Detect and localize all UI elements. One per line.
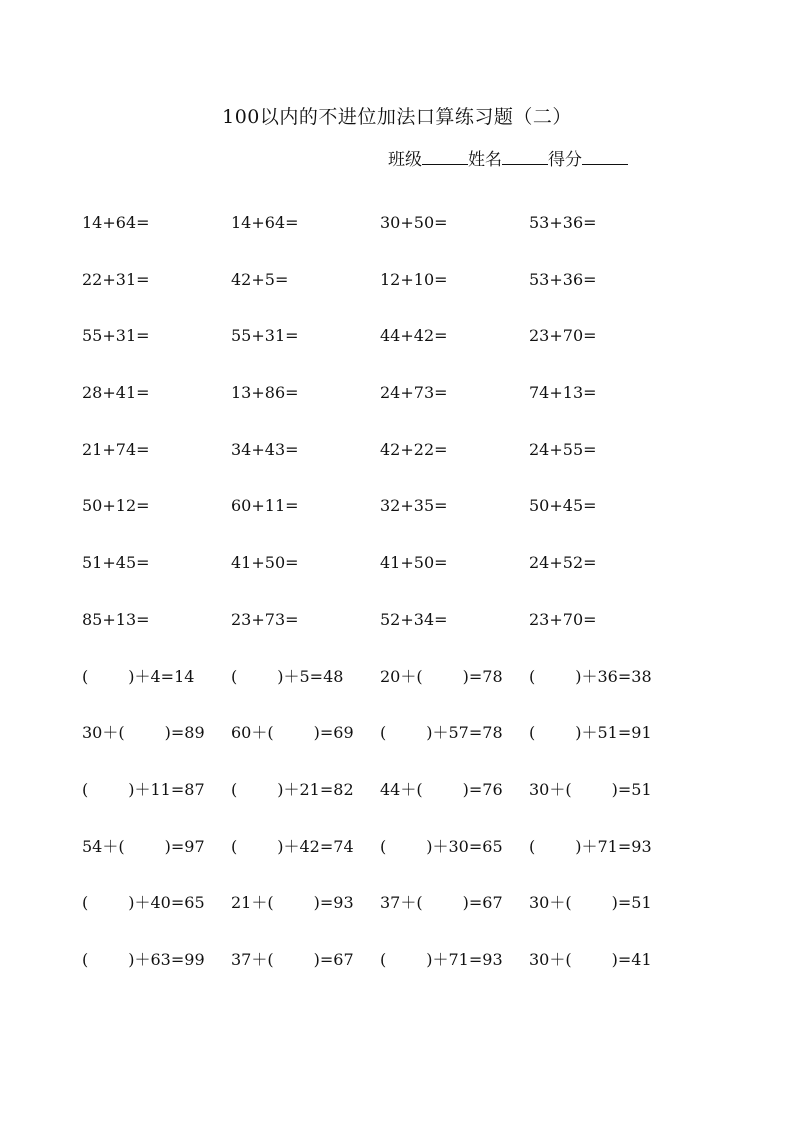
class-label: 班级 bbox=[388, 150, 422, 170]
problem: 51+45= bbox=[82, 553, 150, 573]
problem: 14+64= bbox=[82, 213, 150, 232]
fill-blank-problem: ( )＋40=65 bbox=[82, 893, 205, 913]
fill-blank-problem: ( )＋30=65 bbox=[380, 836, 503, 856]
problem: 23+70= bbox=[529, 326, 597, 346]
problem: 60+11= bbox=[231, 496, 299, 516]
fill-blank-problem: ( )＋71=93 bbox=[529, 836, 652, 856]
fill-blank-problem: ( )＋42=74 bbox=[231, 836, 354, 856]
fill-blank-problem: ( )＋11=87 bbox=[82, 779, 205, 799]
fill-blank-problem: 60＋( )=69 bbox=[231, 723, 354, 743]
problem: 44+42= bbox=[380, 326, 448, 346]
score-blank[interactable] bbox=[582, 146, 628, 165]
problem: 22+31= bbox=[82, 269, 150, 289]
problem: 52+34= bbox=[380, 609, 448, 629]
problem: 14+64= bbox=[231, 213, 299, 232]
problem: 53+36= bbox=[529, 213, 597, 232]
page-title: 100以内的不进位加法口算练习题（二） bbox=[222, 106, 572, 128]
score-label: 得分 bbox=[548, 150, 582, 170]
fill-blank-problem: ( )＋57=78 bbox=[380, 723, 503, 743]
problem: 55+31= bbox=[82, 326, 150, 346]
problem: 74+13= bbox=[529, 383, 597, 403]
problem: 24+73= bbox=[380, 383, 448, 403]
fill-blank-problem: 54＋( )=97 bbox=[82, 836, 205, 856]
problem: 21+74= bbox=[82, 439, 150, 459]
problem: 50+12= bbox=[82, 496, 150, 516]
problem: 23+73= bbox=[231, 609, 299, 629]
fill-blank-problem: 21＋( )=93 bbox=[231, 893, 354, 913]
name-blank[interactable] bbox=[502, 146, 548, 165]
fill-blank-problem: ( )＋4=14 bbox=[82, 666, 195, 686]
fill-blank-problem: 20＋( )=78 bbox=[380, 666, 503, 686]
problem: 23+70= bbox=[529, 609, 597, 629]
fill-blank-problem: 30＋( )=51 bbox=[529, 893, 652, 913]
class-blank[interactable] bbox=[422, 146, 468, 165]
fill-blank-problem: 37＋( )=67 bbox=[231, 949, 354, 969]
fill-blank-problem: ( )＋36=38 bbox=[529, 666, 652, 686]
problem: 34+43= bbox=[231, 439, 299, 459]
problem: 24+52= bbox=[529, 553, 597, 573]
student-info-line bbox=[388, 146, 628, 172]
fill-blank-problem: ( )＋5=48 bbox=[231, 666, 344, 686]
fill-blank-problem: 44＋( )=76 bbox=[380, 779, 503, 799]
problem: 30+50= bbox=[380, 213, 448, 232]
fill-blank-problem: ( )＋63=99 bbox=[82, 949, 205, 969]
problem: 24+55= bbox=[529, 439, 597, 459]
fill-blank-problem: 30＋( )=51 bbox=[529, 779, 652, 799]
fill-blank-problem: 37＋( )=67 bbox=[380, 893, 503, 913]
problem: 53+36= bbox=[529, 269, 597, 289]
problem: 12+10= bbox=[380, 269, 448, 289]
fill-blank-problem: ( )＋51=91 bbox=[529, 723, 652, 743]
problem: 50+45= bbox=[529, 496, 597, 516]
problem: 41+50= bbox=[380, 553, 448, 573]
problem: 41+50= bbox=[231, 553, 299, 573]
problem: 42+5= bbox=[231, 269, 289, 289]
fill-blank-problem: 30＋( )=41 bbox=[529, 949, 652, 969]
name-label: 姓名 bbox=[468, 150, 502, 170]
problem: 42+22= bbox=[380, 439, 448, 459]
fill-blank-problem: ( )＋71=93 bbox=[380, 949, 503, 969]
fill-blank-problem: 30＋( )=89 bbox=[82, 723, 205, 743]
fill-blank-problem: ( )＋21=82 bbox=[231, 779, 354, 799]
problem: 85+13= bbox=[82, 609, 150, 629]
problem: 13+86= bbox=[231, 383, 299, 403]
problem: 55+31= bbox=[231, 326, 299, 346]
problem: 28+41= bbox=[82, 383, 150, 403]
problem: 32+35= bbox=[380, 496, 448, 516]
